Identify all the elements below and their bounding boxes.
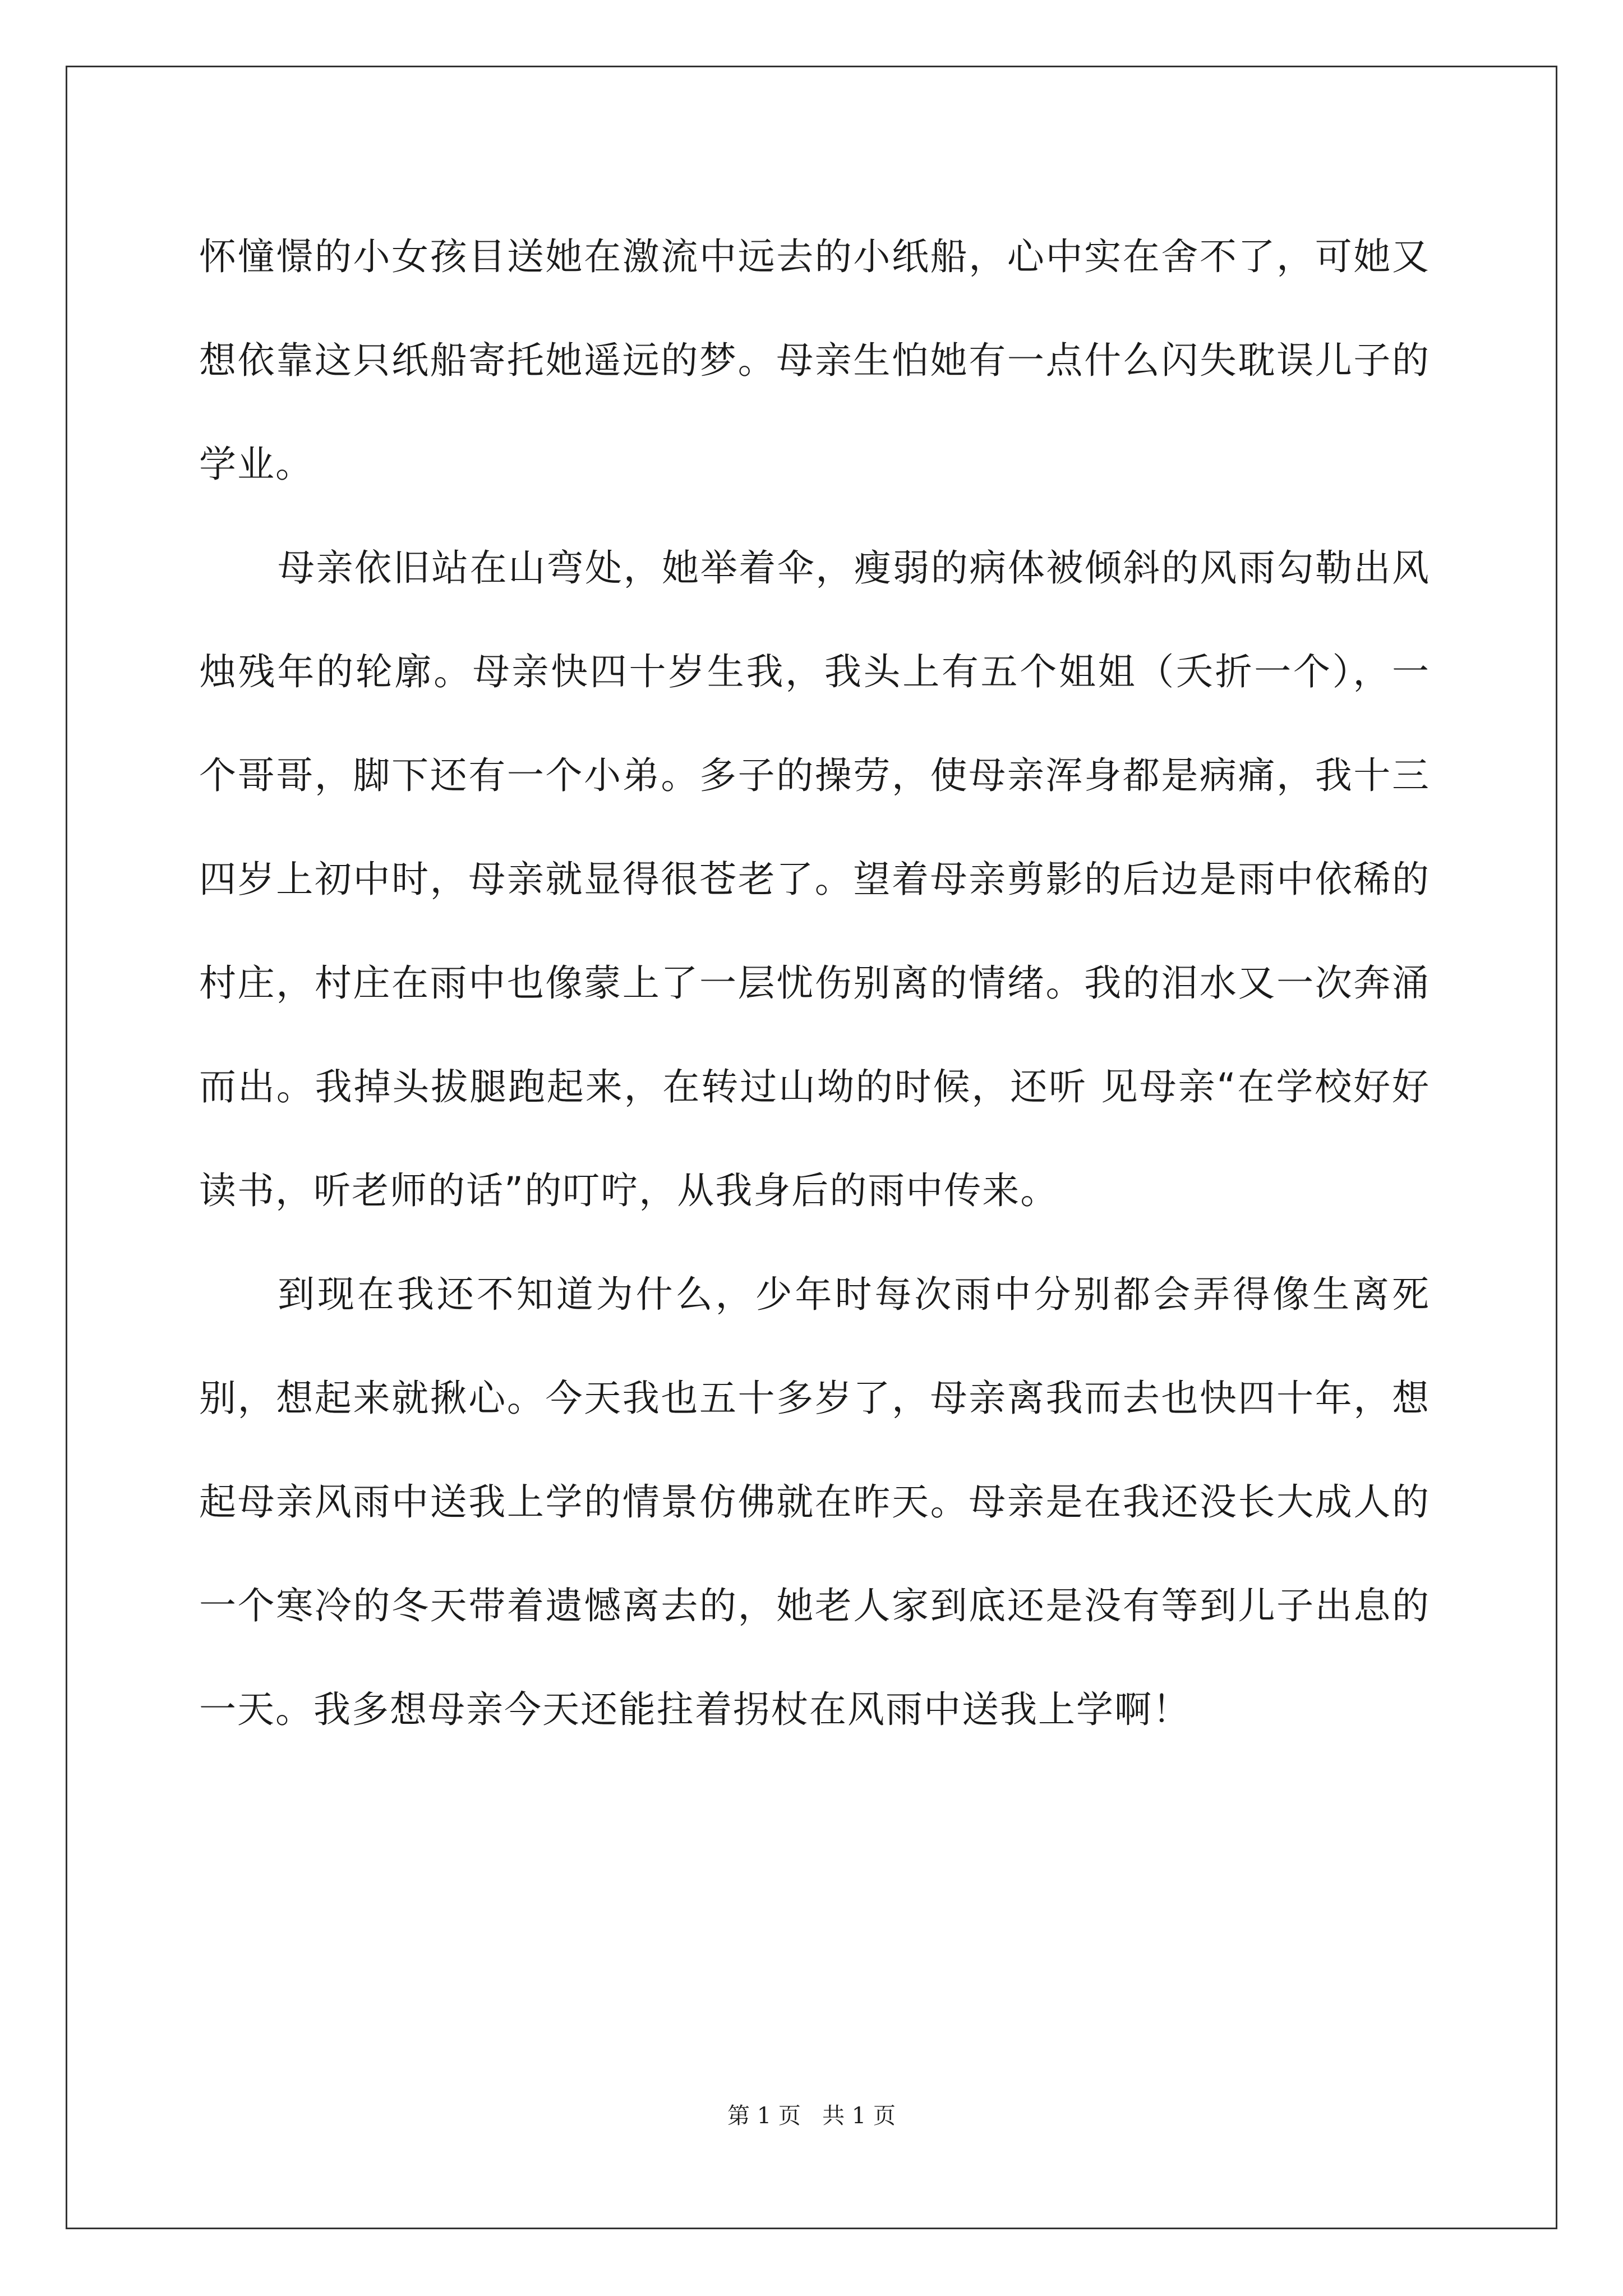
paragraph-3: 到现在我还不知道为什么，少年时每次雨中分别都会弄得像生离死别，想起来就揪心。今天我也五十多岁了，母亲离我而去也快四十年，想起母亲风雨中送我上学的情景仿佛就在昨天。母亲是在我还没长大成人的一个寒冷的冬天带着遗憾离去的，她老人家到底还是没有等到儿子出息的一天。我多想母亲今天还能拄着拐杖在风雨中送我上学啊！	[199, 1273, 1430, 1731]
paragraph-2: 母亲依旧站在山弯处，她举着伞，瘦弱的病体被倾斜的风雨勾勒出风烛残年的轮廓。母亲快四十岁生我，我头上有五个姐姐（夭折一个），一个哥哥，脚下还有一个小弟。多子的操劳，使母亲浑身都是病痛，我十三四岁上初中时，母亲就显得很苍老了。望着母亲剪影的后边是雨中依稀的村庄，村庄在雨中也像蒙上了一层忧伤别离的情绪。我的泪水又一次奔涌而出。我掉头拔腿跑起来，在转过山坳的时候，还听 见母亲“在学校好好读书，听老师的话”的叮咛，从我身后的雨中传来。	[199, 546, 1430, 1212]
page-footer: 第 1 页 共 1 页	[727, 2103, 896, 2129]
document-body	[199, 205, 1430, 1761]
paragraph-1: 怀憧憬的小女孩目送她在激流中远去的小纸船，心中实在舍不了，可她又想依靠这只纸船寄托她遥远的梦。母亲生怕她有一点什么闪失耽误儿子的学业。	[199, 235, 1430, 486]
